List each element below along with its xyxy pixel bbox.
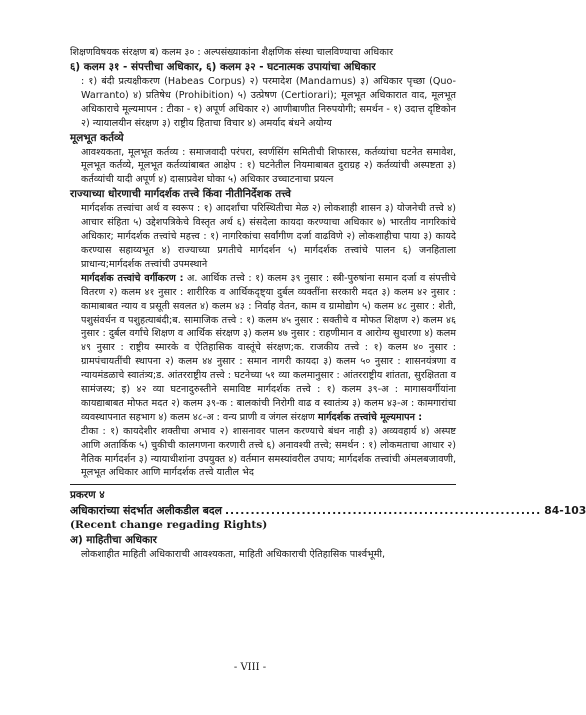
evaluation-label: मार्गदर्शक तत्त्वांचे मूल्यमापन : <box>317 411 423 423</box>
page-number-footer: - VIII - <box>233 662 267 673</box>
paragraph-directive-principles-classification <box>70 272 456 425</box>
classification-label: मार्गदर्शक तत्त्वांचे वर्गीकरण : <box>81 272 184 284</box>
section-divider <box>70 484 456 485</box>
toc-leader-dots: .............................................................. <box>224 504 542 518</box>
paragraph-minority-rights: शिक्षणविषयक संरक्षण ब) कलम ३० : अल्पसंख्याकांना शैक्षणिक संस्था चालविण्याचा अधिकार <box>70 47 393 58</box>
english-subtitle: (Recent change regading Rights) <box>70 519 268 532</box>
paragraph-directive-principles-meaning: मार्गदर्शक तत्त्वांचा अर्थ व स्वरूप : १) आदर्शांचा परिस्थितीचा मेळ २) लोकशाही शासन ३) योजनेची तत्त्वे ४) आचार संहिता ५) उद्देशपत्रिकेचे विस्तृत अर्थ ६) संसदेला कायदा करण्याचा अधिकार ७) भारतीय नागरिकांचे अधिकार; मार्गदर्शक तत्त्वांचे महत्त्व : १) नागरिकांचा सर्वांगीण दर्जा वाढविणे २) लोकशाहीचा पाया ३) कायदे करण्यास सहाय्यभूत ४) राज्याच्या प्रगतीचे मार्गदर्शन ५) मार्गदर्शक तत्त्वांचे पालन ६) जनहिताला प्राधान्य;मार्गदर्शक तत्त्वांची उपमस्थाने <box>81 203 456 270</box>
chapter-label: प्रकरण ४ <box>70 489 105 502</box>
toc-entry <box>70 503 586 518</box>
toc-page-range: 84-103 <box>544 504 586 518</box>
paragraph-constitutional-remedies: : १) बंदी प्रत्यक्षीकरण (Habeas Corpus) २) परमादेश (Mandamus) ३) अधिकार पृच्छा (Quo-Warranto) ४) प्रतिषेध (Prohibition) ५) उत्प्रेषण (Certiorari); मूलभूत अधिकारात वाद, मूलभूत अधिकाराचे मूल्यमापन : टीका - १) अपूर्ण अधिकार २) आणीबाणीत निरुपयोगी; समर्थन - १) उदात्त दृष्टिकोन २) न्यायालयीन संरक्षण ३) राष्ट्रीय हिताचा विचार ४) अमर्याद बंधने अयोग्य <box>81 75 456 129</box>
sub-heading-rti: अ) माहितीचा अधिकार <box>70 534 157 547</box>
paragraph-fundamental-duties: आवश्यकता, मूलभूत कर्तव्य : समाजवादी परंपरा, स्वर्णसिंग समितीची शिफारस, कर्तव्यांचा घटनेत समावेश, मूलभूत कर्तव्ये, मूलभूत कर्तव्यांबाबत आक्षेप : १) घटनेतील नियमाबाबत दुराग्रह २) कर्तव्यांची अस्पष्टता ३) कर्तव्यांची यादी अपूर्ण ४) दासाप्रवेश घोका ५) अधिकार उच्चाटनाचा प्रयत्न <box>81 146 456 186</box>
paragraph-rti: लोकशाहीत माहिती अधिकाराची आवश्यकता, माहिती अधिकाराची ऐतिहासिक पार्श्वभूमी, <box>81 549 386 561</box>
heading-directive-principles: राज्याच्या धोरणाची मार्गदर्शक तत्त्वे किंवा नीतीनिर्देशक तत्त्वे <box>70 188 291 201</box>
page-content <box>70 46 586 562</box>
heading-fundamental-duties: मूलभूत कर्तव्ये <box>70 131 124 144</box>
heading-articles-31-32: ६) कलम ३१ - संपत्तीचा अधिकार, ६) कलम ३२ - घटनात्मक उपायांचा अधिकार <box>70 60 376 73</box>
toc-title: अधिकारांच्या संदर्भात अलीकडील बदल <box>70 504 222 518</box>
paragraph-directive-principles-evaluation: टीका : १) कायदेशीर शक्तीचा अभाव २) शासनावर पालन करण्याचे बंधन नाही ३) अव्यवहार्य ४) अस्पष्ट आणि अतार्किक ५) चुकीची कालगणना करणारी तत्त्वे ६) अनावश्यी तत्त्वे; समर्थन : १) लोकमताचा आधार २) नैतिक मार्गदर्शन ३) न्यायाधीशांना उपयुक्त ४) वर्तमान समस्यांवरील उपाय; मार्गदर्शक तत्त्वांची अंमलबजावणी, मूलभूत अधिकार आणि मार्गदर्शक तत्त्वे यातील भेद <box>81 425 456 479</box>
classification-text: अ. आर्थिक तत्त्वे : १) कलम ३९ नुसार : स्त्री-पुरुषांना समान दर्जा व संपत्तीचे वितरण २) कलम ४१ नुसार : शारीरिक व आर्थिकदृष्ट्या दुर्बल व्यक्तींना सरकारी मदत ३) कलम ४२ नुसार : कामाबाबत न्याय व प्रसूती सवलत ४) कलम ४३ : निर्वाह वेतन, काम व ग्रामोद्योग ५) कलम ४८ नुसार : शेती, पशुसंवर्धन व पशुहत्याबंदी;ब. सामाजिक तत्त्वे : १) कलम ४५ नुसार : सक्तीचे व मोफत शिक्षण २) कलम ४६ नुसार : दुर्बल वर्गांचे शिक्षण व आर्थिक संरक्षण ३) कलम ४७ नुसार : राहणीमान व आरोग्य सुधारणा ४) कलम ४९ नुसार : राष्ट्रीय स्मारके व ऐतिहासिक वास्तूंचे संरक्षण;क. राजकीय तत्त्वे : १) कलम ४० नुसार : ग्रामपंचायतींची स्थापना २) कलम ४४ नुसार : समान नागरी कायदा ३) कलम ५० नुसार : शासनयंत्रणा व न्यायमंडळाचे स्वातंत्र्य;ड. आंतरराष्ट्रीय तत्त्वे : घटनेच्या ५१ व्या कलमानुसार : आंतरराष्ट्रीय शांतता, सुरक्षितता व सामंजस्य; इ) ४२ व्या घटनादुरुस्तीने समाविष्ट मार्गदर्शक तत्त्वे : १) कलम ३९-अ : मागासवर्गीयांना कायद्याबाबत मोफत मदत २) कलम ३९-क : बालकांची निरोगी वाढ व स्वातंत्र्य ३) कलम ४३-अ : कामगारांचा व्यवस्थापनात सहभाग ४) कलम ४८-अ : वन्य प्राणी व जंगल संरक्षण <box>81 272 456 423</box>
